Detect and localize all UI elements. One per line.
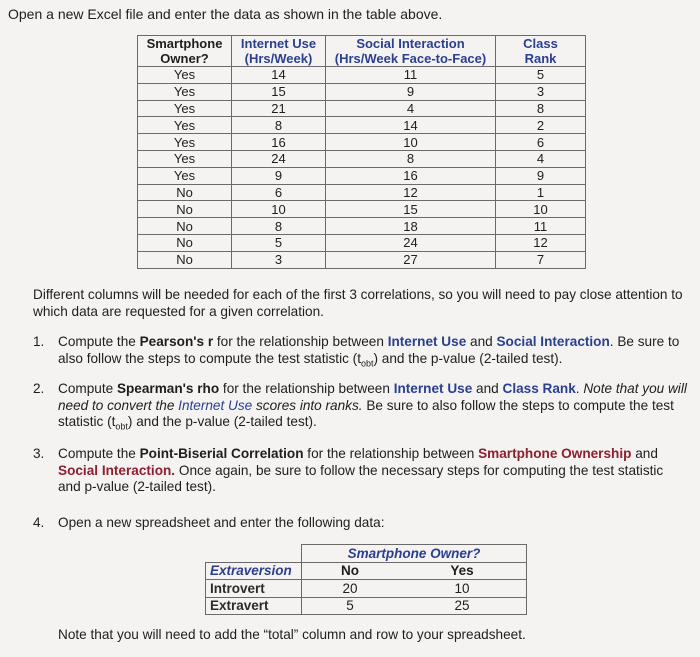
question-text: Open a new spreadsheet and enter the following data: [58, 515, 385, 530]
table-row [138, 167, 586, 184]
cell-internet-use: 8 [232, 218, 326, 235]
cell-class-rank: 6 [496, 134, 586, 151]
contingency-title: Smartphone Owner? [302, 545, 527, 563]
table-row [138, 67, 586, 84]
cell-extravert-yes: 25 [398, 597, 527, 615]
table-row [138, 251, 586, 268]
cell-social-interaction: 9 [326, 83, 496, 100]
cell-class-rank: 7 [496, 251, 586, 268]
contingency-table [205, 544, 527, 615]
header-smartphone-owner: Smartphone Owner? [138, 36, 232, 67]
question-text: Compute Spearman's rho for the relationship between Internet Use and Class Rank. Note that you will need to convert the Internet Use scores into ranks. Be sure to also follow the steps to compute the test statistic $(t_{obt})$ and the p-value (2-tailed test). [58, 381, 687, 432]
table-row [138, 218, 586, 235]
cell-smartphone-owner: No [138, 234, 232, 251]
question-text: Compute the Pearson's r for the relationship between Internet Use and Social Interaction. Be sure to also follow the steps to compute the test statistic $(t_{obt})$ and the p-value (2-tailed test). [58, 334, 680, 369]
cell-internet-use: 3 [232, 251, 326, 268]
data-table [137, 35, 586, 269]
intro-text: Open a new Excel file and enter the data as shown in the table above. [8, 6, 443, 22]
cell-smartphone-owner: Yes [138, 83, 232, 100]
cell-smartphone-owner: Yes [138, 117, 232, 134]
header-class-rank: Class Rank [496, 36, 586, 67]
header-internet-use: Internet Use (Hrs/Week) [232, 36, 326, 67]
cell-social-interaction: 18 [326, 218, 496, 235]
cell-social-interaction: 4 [326, 100, 496, 117]
cell-class-rank: 5 [496, 67, 586, 84]
cell-social-interaction: 16 [326, 167, 496, 184]
cell-smartphone-owner: Yes [138, 167, 232, 184]
question-3 [33, 446, 688, 496]
cell-smartphone-owner: Yes [138, 134, 232, 151]
question-2 [33, 381, 688, 435]
cell-social-interaction: 15 [326, 201, 496, 218]
cell-smartphone-owner: No [138, 184, 232, 201]
row-label-introvert: Introvert [206, 580, 302, 598]
cell-social-interaction: 10 [326, 134, 496, 151]
question-text: Compute the Point-Biserial Correlation for the relationship between Smartphone Ownership and Social Interaction. Once again, be sure to follow the necessary steps for computing the test statistic and p-value (2-tailed test). [58, 446, 664, 494]
table-header-row [138, 36, 586, 67]
cell-internet-use: 8 [232, 117, 326, 134]
cell-social-interaction: 8 [326, 150, 496, 167]
cell-smartphone-owner: No [138, 201, 232, 218]
table-row [138, 117, 586, 134]
question-number: 3. [33, 446, 45, 461]
cell-class-rank: 12 [496, 234, 586, 251]
cell-internet-use: 24 [232, 150, 326, 167]
cell-social-interaction: 11 [326, 67, 496, 84]
table-row [138, 83, 586, 100]
cell-class-rank: 11 [496, 218, 586, 235]
cell-social-interaction: 24 [326, 234, 496, 251]
cell-class-rank: 4 [496, 150, 586, 167]
question-number: 1. [33, 334, 45, 349]
table-row [138, 234, 586, 251]
col-header-no: No [302, 562, 399, 580]
cell-introvert-no: 20 [302, 580, 399, 598]
instructions-paragraph: Different columns will be needed for each of the first 3 correlations, so you will need to pay close attention to which data are requested for a given correlation. [33, 287, 683, 319]
row-header-extraversion: Extraversion [206, 562, 302, 580]
cell-internet-use: 16 [232, 134, 326, 151]
contingency-title-row [206, 545, 527, 563]
cell-introvert-yes: 10 [398, 580, 527, 598]
cell-class-rank: 3 [496, 83, 586, 100]
contingency-row [206, 597, 527, 615]
table-row [138, 100, 586, 117]
cell-smartphone-owner: Yes [138, 150, 232, 167]
header-social-interaction: Social Interaction (Hrs/Week Face-to-Face) [326, 36, 496, 67]
question-number: 4. [33, 515, 45, 530]
cell-smartphone-owner: Yes [138, 100, 232, 117]
cell-social-interaction: 12 [326, 184, 496, 201]
col-header-yes: Yes [398, 562, 527, 580]
row-label-extravert: Extravert [206, 597, 302, 615]
cell-smartphone-owner: Yes [138, 67, 232, 84]
table-row [138, 201, 586, 218]
contingency-row [206, 580, 527, 598]
question-number: 2. [33, 381, 45, 396]
cell-smartphone-owner: No [138, 251, 232, 268]
cell-smartphone-owner: No [138, 218, 232, 235]
cell-class-rank: 1 [496, 184, 586, 201]
cell-internet-use: 15 [232, 83, 326, 100]
cell-social-interaction: 14 [326, 117, 496, 134]
question-1 [33, 334, 688, 372]
table-row [138, 134, 586, 151]
cell-class-rank: 2 [496, 117, 586, 134]
cell-internet-use: 6 [232, 184, 326, 201]
cell-extravert-no: 5 [302, 597, 399, 615]
cell-social-interaction: 27 [326, 251, 496, 268]
cell-class-rank: 8 [496, 100, 586, 117]
cell-class-rank: 10 [496, 201, 586, 218]
cell-internet-use: 14 [232, 67, 326, 84]
contingency-header-row [206, 562, 527, 580]
table-row [138, 150, 586, 167]
note-text: Note that you will need to add the “total” column and row to your spreadsheet. [58, 627, 526, 642]
question-4 [33, 515, 688, 532]
cell-internet-use: 9 [232, 167, 326, 184]
cell-class-rank: 9 [496, 167, 586, 184]
cell-internet-use: 10 [232, 201, 326, 218]
cell-internet-use: 21 [232, 100, 326, 117]
cell-internet-use: 5 [232, 234, 326, 251]
table-row [138, 184, 586, 201]
